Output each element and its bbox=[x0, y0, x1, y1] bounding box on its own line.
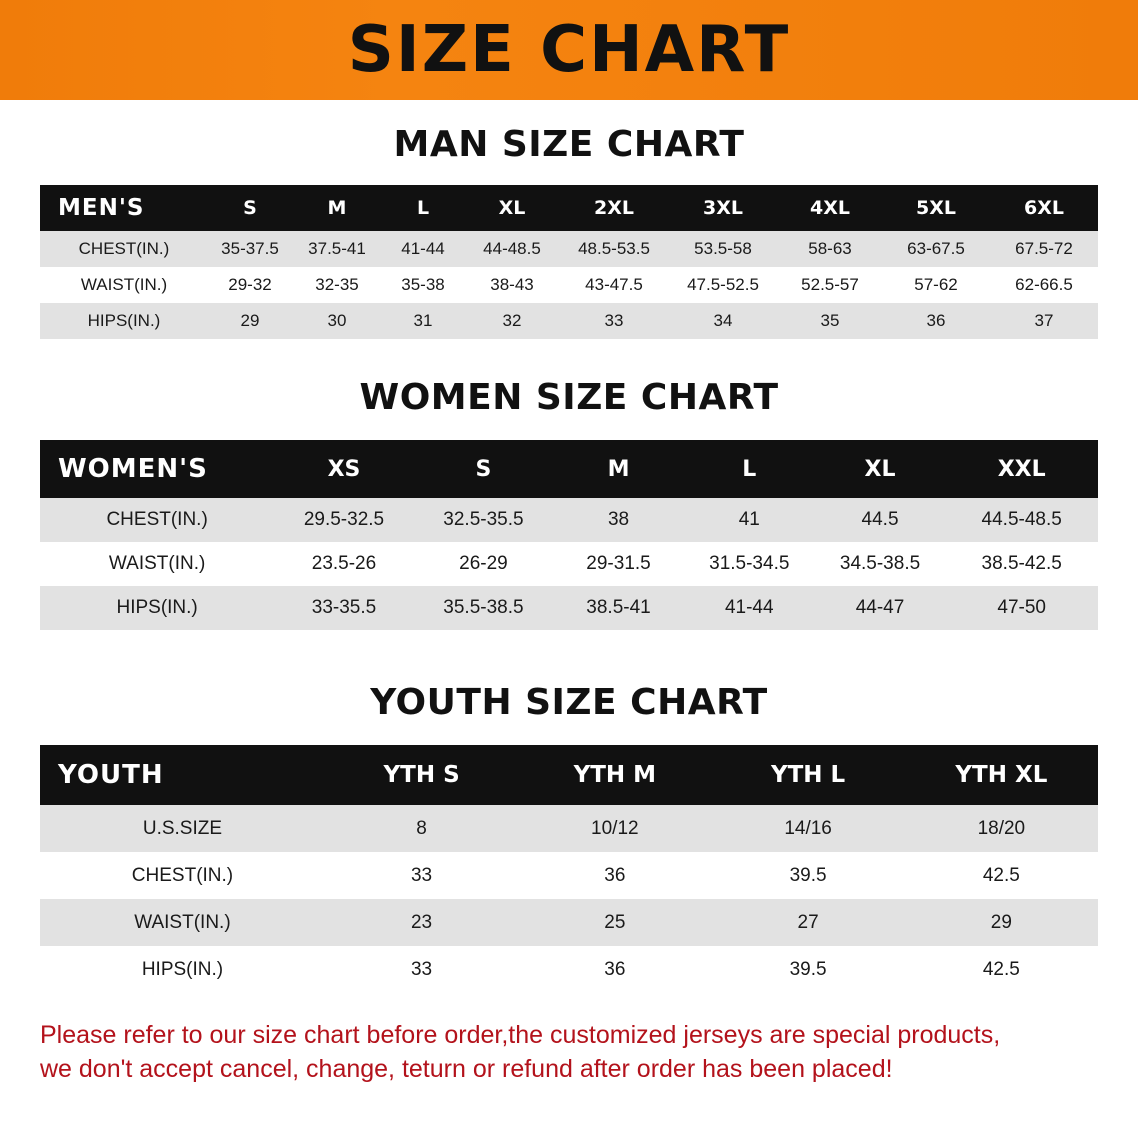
man-header-cell-8: 5XL bbox=[882, 185, 990, 231]
man-row-1-cell-2: 35-38 bbox=[382, 267, 464, 303]
man-row-1-cell-6: 52.5-57 bbox=[778, 267, 882, 303]
women-section-heading: WOMEN SIZE CHART bbox=[359, 377, 779, 418]
women-row-1-cell-1: 26-29 bbox=[414, 542, 553, 586]
women-row-1-label: WAIST(IN.) bbox=[40, 542, 274, 586]
man-header-cell-1: S bbox=[208, 185, 292, 231]
youth-row-1-cell-3: 42.5 bbox=[905, 852, 1098, 899]
man-row-0-cell-6: 58-63 bbox=[778, 231, 882, 267]
youth-row-2-cell-0: 23 bbox=[325, 899, 518, 946]
women-row-1-cell-4: 34.5-38.5 bbox=[815, 542, 946, 586]
youth-header-cell-1: YTH S bbox=[325, 745, 518, 805]
man-row-1-cell-1: 32-35 bbox=[292, 267, 382, 303]
man-row-0-cell-7: 63-67.5 bbox=[882, 231, 990, 267]
man-header-cell-0: MEN'S bbox=[40, 185, 208, 231]
man-row-1-cell-0: 29-32 bbox=[208, 267, 292, 303]
man-row-2-label: HIPS(IN.) bbox=[40, 303, 208, 339]
man-table-wrap bbox=[40, 185, 1098, 339]
youth-row-3-cell-0: 33 bbox=[325, 946, 518, 993]
women-row-2-label: HIPS(IN.) bbox=[40, 586, 274, 630]
youth-row-0-cell-2: 14/16 bbox=[711, 805, 904, 852]
table-row bbox=[40, 267, 1098, 303]
women-row-0-cell-2: 38 bbox=[553, 498, 684, 542]
man-row-0-cell-8: 67.5-72 bbox=[990, 231, 1098, 267]
man-row-1-cell-8: 62-66.5 bbox=[990, 267, 1098, 303]
man-row-1-cell-4: 43-47.5 bbox=[560, 267, 668, 303]
man-row-0-cell-4: 48.5-53.5 bbox=[560, 231, 668, 267]
women-header-cell-1: XS bbox=[274, 440, 413, 498]
youth-row-0-cell-0: 8 bbox=[325, 805, 518, 852]
women-header-cell-4: L bbox=[684, 440, 815, 498]
table-row bbox=[40, 899, 1098, 946]
women-header-cell-5: XL bbox=[815, 440, 946, 498]
man-row-0-cell-3: 44-48.5 bbox=[464, 231, 560, 267]
man-header-cell-7: 4XL bbox=[778, 185, 882, 231]
youth-section-heading: YOUTH SIZE CHART bbox=[370, 682, 768, 723]
youth-row-1-cell-1: 36 bbox=[518, 852, 711, 899]
youth-row-3-cell-1: 36 bbox=[518, 946, 711, 993]
women-row-2-cell-2: 38.5-41 bbox=[553, 586, 684, 630]
youth-row-1-cell-0: 33 bbox=[325, 852, 518, 899]
women-header-cell-2: S bbox=[414, 440, 553, 498]
women-row-1-cell-3: 31.5-34.5 bbox=[684, 542, 815, 586]
youth-table-header-row bbox=[40, 745, 1098, 805]
man-row-2-cell-5: 34 bbox=[668, 303, 778, 339]
women-row-2-cell-4: 44-47 bbox=[815, 586, 946, 630]
man-row-2-cell-6: 35 bbox=[778, 303, 882, 339]
table-row bbox=[40, 231, 1098, 267]
youth-size-table bbox=[40, 745, 1098, 993]
man-table-header-row bbox=[40, 185, 1098, 231]
page-title: SIZE CHART bbox=[347, 13, 791, 87]
women-row-2-cell-3: 41-44 bbox=[684, 586, 815, 630]
man-header-cell-6: 3XL bbox=[668, 185, 778, 231]
table-row bbox=[40, 542, 1098, 586]
youth-row-3-cell-2: 39.5 bbox=[711, 946, 904, 993]
man-header-cell-3: L bbox=[382, 185, 464, 231]
table-row bbox=[40, 946, 1098, 993]
man-row-2-cell-7: 36 bbox=[882, 303, 990, 339]
man-row-0-cell-0: 35-37.5 bbox=[208, 231, 292, 267]
man-header-cell-5: 2XL bbox=[560, 185, 668, 231]
man-header-cell-4: XL bbox=[464, 185, 560, 231]
youth-header-cell-0: YOUTH bbox=[40, 745, 325, 805]
table-row bbox=[40, 586, 1098, 630]
man-row-0-cell-1: 37.5-41 bbox=[292, 231, 382, 267]
youth-row-0-cell-1: 10/12 bbox=[518, 805, 711, 852]
youth-row-1-label: CHEST(IN.) bbox=[40, 852, 325, 899]
women-header-cell-6: XXL bbox=[945, 440, 1098, 498]
man-row-1-cell-7: 57-62 bbox=[882, 267, 990, 303]
man-row-0-label: CHEST(IN.) bbox=[40, 231, 208, 267]
youth-row-2-cell-2: 27 bbox=[711, 899, 904, 946]
women-row-0-label: CHEST(IN.) bbox=[40, 498, 274, 542]
youth-row-2-cell-3: 29 bbox=[905, 899, 1098, 946]
women-header-cell-0: WOMEN'S bbox=[40, 440, 274, 498]
man-header-cell-2: M bbox=[292, 185, 382, 231]
man-size-table bbox=[40, 185, 1098, 339]
man-row-2-cell-0: 29 bbox=[208, 303, 292, 339]
table-row bbox=[40, 498, 1098, 542]
man-row-2-cell-3: 32 bbox=[464, 303, 560, 339]
youth-row-3-label: HIPS(IN.) bbox=[40, 946, 325, 993]
youth-row-3-cell-3: 42.5 bbox=[905, 946, 1098, 993]
youth-header-cell-3: YTH L bbox=[711, 745, 904, 805]
man-row-2-cell-8: 37 bbox=[990, 303, 1098, 339]
women-row-0-cell-4: 44.5 bbox=[815, 498, 946, 542]
women-row-2-cell-1: 35.5-38.5 bbox=[414, 586, 553, 630]
table-row bbox=[40, 852, 1098, 899]
man-row-2-cell-4: 33 bbox=[560, 303, 668, 339]
women-row-1-cell-5: 38.5-42.5 bbox=[945, 542, 1098, 586]
women-row-0-cell-0: 29.5-32.5 bbox=[274, 498, 413, 542]
women-row-2-cell-0: 33-35.5 bbox=[274, 586, 413, 630]
man-row-1-label: WAIST(IN.) bbox=[40, 267, 208, 303]
man-row-2-cell-2: 31 bbox=[382, 303, 464, 339]
women-row-2-cell-5: 47-50 bbox=[945, 586, 1098, 630]
table-row bbox=[40, 303, 1098, 339]
women-row-0-cell-5: 44.5-48.5 bbox=[945, 498, 1098, 542]
man-row-0-cell-2: 41-44 bbox=[382, 231, 464, 267]
women-size-table bbox=[40, 440, 1098, 630]
youth-row-2-cell-1: 25 bbox=[518, 899, 711, 946]
women-row-0-cell-1: 32.5-35.5 bbox=[414, 498, 553, 542]
order-policy-note-line-1: Please refer to our size chart before order,the customized jerseys are special products, bbox=[40, 1021, 1001, 1049]
man-row-0-cell-5: 53.5-58 bbox=[668, 231, 778, 267]
man-section-heading: MAN SIZE CHART bbox=[393, 124, 745, 165]
man-row-1-cell-5: 47.5-52.5 bbox=[668, 267, 778, 303]
women-table-wrap bbox=[40, 440, 1098, 630]
size-chart-banner bbox=[0, 0, 1138, 100]
women-header-cell-3: M bbox=[553, 440, 684, 498]
man-row-1-cell-3: 38-43 bbox=[464, 267, 560, 303]
man-row-2-cell-1: 30 bbox=[292, 303, 382, 339]
youth-row-0-label: U.S.SIZE bbox=[40, 805, 325, 852]
youth-row-1-cell-2: 39.5 bbox=[711, 852, 904, 899]
order-policy-note-line-2: we don't accept cancel, change, teturn or refund after order has been placed! bbox=[40, 1054, 893, 1083]
youth-row-2-label: WAIST(IN.) bbox=[40, 899, 325, 946]
women-row-1-cell-2: 29-31.5 bbox=[553, 542, 684, 586]
order-policy-note bbox=[40, 1019, 1098, 1087]
man-header-cell-9: 6XL bbox=[990, 185, 1098, 231]
table-row bbox=[40, 805, 1098, 852]
women-row-1-cell-0: 23.5-26 bbox=[274, 542, 413, 586]
youth-header-cell-2: YTH M bbox=[518, 745, 711, 805]
youth-table-wrap bbox=[40, 745, 1098, 993]
youth-header-cell-4: YTH XL bbox=[905, 745, 1098, 805]
women-row-0-cell-3: 41 bbox=[684, 498, 815, 542]
youth-row-0-cell-3: 18/20 bbox=[905, 805, 1098, 852]
women-table-header-row bbox=[40, 440, 1098, 498]
